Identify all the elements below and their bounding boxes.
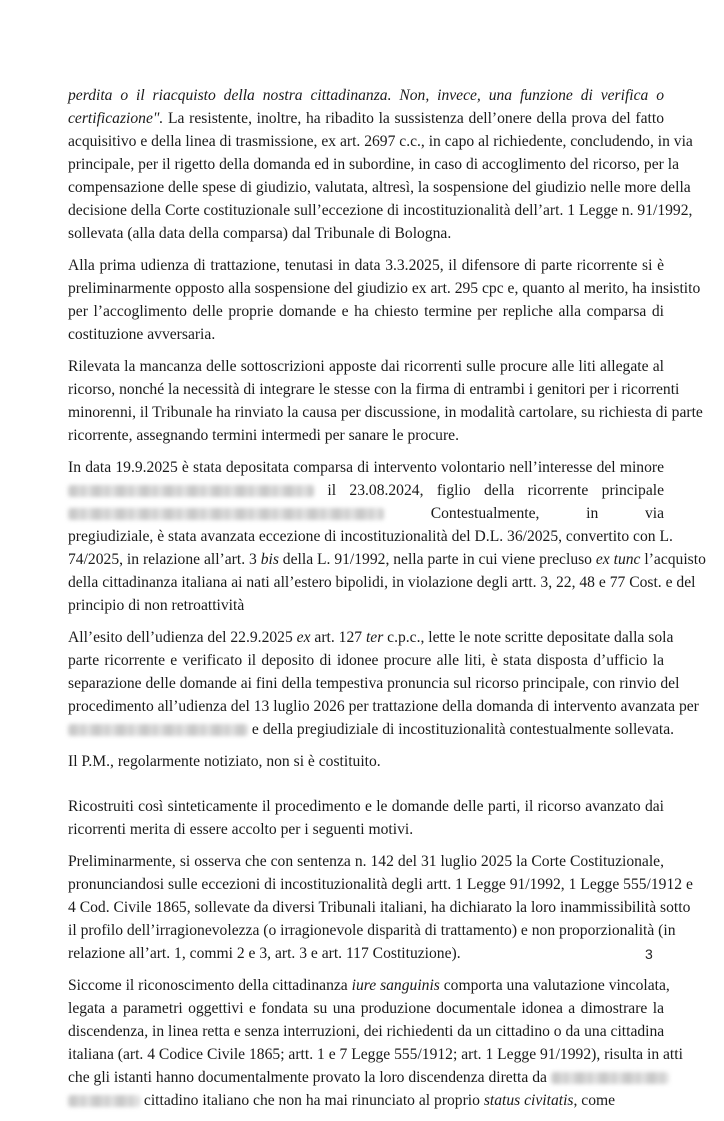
text-run: il 23.08.2024, figlio della ricorrente principale	[314, 482, 664, 499]
paragraph-p9	[68, 974, 683, 1112]
italic-text: iure sanguinis	[351, 977, 440, 994]
text-run: della cittadinanza italiana ai nati all’estero bipolidi, in violazione degli artt. 3, 22, 48 e 77 Cost. e del	[68, 574, 696, 591]
text-line	[68, 130, 693, 153]
text-line	[68, 378, 680, 401]
text-run: della L. 91/1992, nella parte in cui viene precluso	[278, 551, 596, 568]
text-line	[68, 323, 664, 346]
text-run: 4 Cod. Civile 1865, sollevate da diversi Tribunali italiani, ha dichiarato la loro inammissibilità sotto	[68, 899, 691, 916]
text-run: Preliminarmente, si osserva che con sentenza n. 142 del 31 luglio 2025 la Corte Costituzionale,	[68, 853, 664, 870]
text-line	[68, 456, 664, 479]
text-run: acquisitivo e della linea di trasmissione, ex art. 2697 c.c., in capo al richiedente, concludendo, in via	[68, 133, 693, 150]
redacted-name	[68, 508, 384, 520]
paragraph-p5	[68, 626, 699, 741]
paragraph-p1	[68, 84, 693, 245]
italic-text: bis	[260, 551, 279, 568]
document-page	[68, 84, 706, 1121]
text-run: , come	[573, 1092, 616, 1109]
paragraph-p4	[68, 456, 706, 617]
text-line	[68, 424, 664, 447]
text-run: Siccome il riconoscimento della cittadinanza	[68, 977, 352, 994]
text-line	[68, 107, 664, 130]
text-run: Rilevata la mancanza delle sottoscrizioni apposte dai ricorrenti sulle procure alle liti allegate al	[68, 358, 664, 375]
text-line	[68, 277, 701, 300]
text-run: preliminarmente opposto alla sospensione del giudizio ex art. 295 cpc e, quanto al merito, ha insistito	[68, 280, 701, 297]
italic-text: status civitatis	[483, 1092, 574, 1109]
redacted-name	[68, 724, 248, 736]
text-line	[68, 199, 693, 222]
text-line	[68, 84, 664, 107]
paragraph-p3	[68, 355, 703, 447]
text-run: pronunciandosi sulle eccezioni di incostituzionalità degli artt. 1 Legge 91/1992, 1 Legge 555/1912 e	[68, 876, 693, 893]
text-line	[68, 1043, 683, 1066]
text-run: italiana (art. 4 Codice Civile 1865; artt. 1 e 7 Legge 555/1912; art. 1 Legge 91/1992), risulta in atti	[68, 1046, 683, 1063]
text-run: Ricostruiti così sinteticamente il procedimento e le domande delle parti, il ricorso avanzato dai	[68, 798, 664, 815]
text-line	[68, 300, 664, 323]
text-run: La resistente, inoltre, ha ribadito la sussistenza dell’onere della prova del fatto	[163, 110, 664, 127]
italic-text: ex tunc	[595, 551, 641, 568]
text-line	[68, 479, 664, 502]
redacted-name	[68, 485, 314, 497]
italic-text: certificazione".	[68, 110, 164, 127]
text-run: Alla prima udienza di trattazione, tenutasi in data 3.3.2025, il difensore di parte ricorrente si è	[68, 257, 664, 274]
text-run: l’acquisto	[640, 551, 706, 568]
text-run: 74/2025, in relazione all’art. 3	[68, 551, 261, 568]
text-run: ricorrente, assegnando termini intermedi per sanare le procure.	[68, 427, 459, 444]
text-run: In data 19.9.2025 è stata depositata comparsa di intervento volontario nell’interesse del minore	[68, 459, 664, 476]
paragraph-p2	[68, 254, 701, 346]
text-line	[68, 942, 664, 965]
text-line	[68, 254, 664, 277]
text-line	[68, 502, 664, 525]
text-line	[68, 718, 675, 741]
text-run: ricorrenti merita di essere accolto per i seguenti motivi.	[68, 821, 414, 838]
redacted-name	[551, 1072, 669, 1084]
text-run: art. 127	[310, 629, 366, 646]
paragraph-p8	[68, 850, 693, 965]
text-run: cittadino italiano che non ha mai rinunciato al proprio	[140, 1092, 484, 1109]
text-line	[68, 750, 664, 773]
text-line	[68, 626, 674, 649]
text-line	[68, 1066, 664, 1089]
text-run: ricorso, nonché la necessità di integrare le stesse con la firma di entrambi i genitori per i ricorrenti	[68, 381, 680, 398]
text-line	[68, 997, 664, 1020]
text-run: pregiudiziale, è stata avanzata eccezione di incostituzionalità del D.L. 36/2025, convertito con L.	[68, 528, 673, 545]
text-run: separazione delle domande ai fini della tempestiva pronuncia sul ricorso principale, con rinvio del	[68, 675, 680, 692]
text-run: discendenza, in linea retta e senza interruzioni, dei richiedenti da un cittadino o da una cittadina	[68, 1023, 665, 1040]
text-line	[68, 974, 670, 997]
text-line	[68, 176, 691, 199]
text-run: e della pregiudiziale di incostituzionalità contestualmente sollevata.	[248, 721, 675, 738]
text-line	[68, 896, 691, 919]
text-run: Contestualmente, in via	[384, 505, 664, 522]
text-line	[68, 919, 676, 942]
text-line	[68, 672, 680, 695]
text-run: per l’accoglimento delle proprie domande e ha chiesto termine per repliche alla comparsa di	[68, 303, 664, 320]
text-run: che gli istanti hanno documentalmente provato la loro discendenza diretta da	[68, 1069, 551, 1086]
text-run: principale, per il rigetto della domanda ed in subordine, in caso di accoglimento del ricorso, per la	[68, 156, 679, 173]
text-run: parte ricorrente e verificato il deposito di idonee procure alle liti, è stata disposta d’ufficio la	[68, 652, 664, 669]
text-line	[68, 795, 664, 818]
text-line	[68, 818, 664, 841]
text-run: il profilo dell’irragionevolezza (o irragionevole disparità di trattamento) e non proporzionalità (in	[68, 922, 676, 939]
text-line	[68, 571, 696, 594]
text-run: legata a parametri oggettivi e fondata su una produzione documentale idonea a dimostrare la	[68, 1000, 664, 1017]
text-line	[68, 873, 693, 896]
text-line	[68, 401, 703, 424]
text-line	[68, 649, 664, 672]
text-line	[68, 594, 664, 617]
text-run: relazione all’art. 1, commi 2 e 3, art. 3 e art. 117 Costituzione).	[68, 945, 461, 962]
text-line	[68, 1089, 664, 1112]
text-line	[68, 222, 664, 245]
text-line	[68, 153, 679, 176]
paragraph-p7	[68, 795, 664, 841]
text-line	[68, 355, 664, 378]
text-run: principio di non retroattività	[68, 597, 245, 614]
page-number: 3	[645, 946, 653, 962]
italic-text: ex	[296, 629, 311, 646]
redacted-name	[68, 1095, 140, 1107]
text-run: decisione della Corte costituzionale sull’eccezione di incostituzionalità dell’art. 1 Legge n. 91/1992,	[68, 202, 693, 219]
text-run: costituzione avversaria.	[68, 326, 216, 343]
text-run: procedimento all’udienza del 13 luglio 2026 per trattazione della domanda di intervento avanzata per	[68, 698, 699, 715]
text-line	[68, 695, 699, 718]
text-run: compensazione delle spese di giudizio, valutata, altresì, la sospensione del giudizio nelle more della	[68, 179, 691, 196]
paragraph-p6	[68, 750, 664, 773]
text-run: c.p.c., lette le note scritte depositate dalla sola	[383, 629, 674, 646]
text-line	[68, 525, 673, 548]
text-run: comporta una valutazione vincolata,	[439, 977, 670, 994]
text-line	[68, 1020, 664, 1043]
text-run: Il P.M., regolarmente notiziato, non si è costituito.	[68, 753, 381, 770]
text-run: minorenni, il Tribunale ha rinviato la causa per discussione, in modalità cartolare, su richiesta di parte	[68, 404, 703, 421]
italic-text: ter	[365, 629, 384, 646]
text-run: All’esito dell’udienza del 22.9.2025	[68, 629, 297, 646]
text-line	[68, 548, 706, 571]
text-run: sollevata (alla data della comparsa) dal Tribunale di Bologna.	[68, 225, 452, 242]
italic-text: perdita o il riacquisto della nostra cittadinanza. Non, invece, una funzione di verifica o	[68, 87, 664, 104]
text-line	[68, 850, 664, 873]
